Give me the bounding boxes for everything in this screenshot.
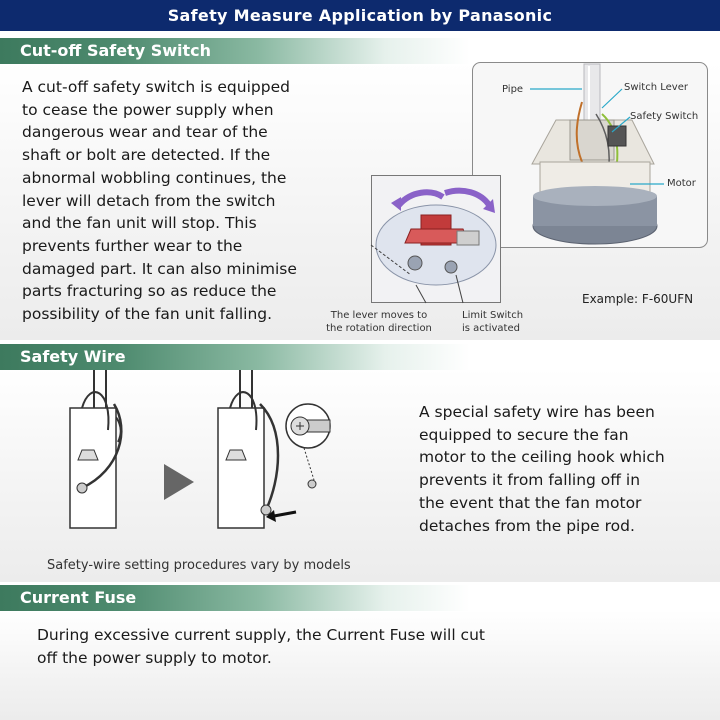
safety-wire-line: prevents it from falling off in	[419, 471, 641, 490]
model-example-label: Example: F-60UFN	[582, 292, 694, 306]
current-fuse-line: off the power supply to motor.	[37, 648, 272, 667]
cutoff-line: dangerous wear and tear of the	[22, 123, 268, 142]
motor-label: Motor	[667, 178, 696, 189]
cutoff-section-title: Cut-off Safety Switch	[0, 38, 470, 64]
cutoff-line: to cease the power supply when	[22, 100, 274, 119]
cutoff-line: and the fan unit will stop. This	[22, 214, 257, 233]
cutoff-description	[22, 76, 322, 326]
lever-moves-label	[326, 309, 432, 335]
page-header: Safety Measure Application by Panasonic	[0, 0, 720, 31]
safety-wire-description	[419, 401, 709, 537]
cutoff-line: parts fracturing so as reduce the	[22, 282, 277, 301]
safety-switch-label: Safety Switch	[630, 111, 699, 122]
safety-wire-section-title: Safety Wire	[0, 344, 470, 370]
safety-wire-line: A special safety wire has been	[419, 403, 655, 421]
cutoff-line: lever will detach from the switch	[22, 191, 276, 210]
safety-wire-line: equipped to secure the fan	[419, 425, 629, 444]
current-fuse-description	[37, 624, 697, 669]
lever-moves-line: the rotation direction	[326, 323, 432, 334]
lever-rotation-inset	[371, 175, 501, 303]
cutoff-line: abnormal wobbling continues, the	[22, 168, 287, 187]
limit-switch-line: Limit Switch	[462, 310, 524, 321]
switch-lever-label: Switch Lever	[624, 82, 688, 93]
pipe-label: Pipe	[502, 84, 524, 95]
safety-wire-line: motor to the ceiling hook which	[419, 448, 665, 467]
cutoff-line: damaged part. It can also minimise	[22, 259, 297, 278]
cutoff-line: prevents further wear to the	[22, 236, 243, 255]
current-fuse-section-title: Current Fuse	[0, 585, 470, 611]
safety-wire-caption: Safety-wire setting procedures vary by models	[47, 558, 351, 573]
current-fuse-line: During excessive current supply, the Current Fuse will cut	[37, 626, 485, 644]
safety-wire-illustration	[60, 370, 360, 552]
lever-moves-line: The lever moves to	[330, 310, 428, 321]
limit-switch-line: is activated	[462, 323, 520, 334]
safety-wire-line: the event that the fan motor	[419, 493, 642, 512]
safety-wire-line: detaches from the pipe rod.	[419, 516, 635, 535]
cutoff-line: A cut-off safety switch is equipped	[22, 78, 290, 96]
limit-switch-label	[462, 309, 523, 335]
cutoff-line: shaft or bolt are detected. If the	[22, 146, 271, 165]
cutoff-line: possibility of the fan unit falling.	[22, 305, 273, 324]
